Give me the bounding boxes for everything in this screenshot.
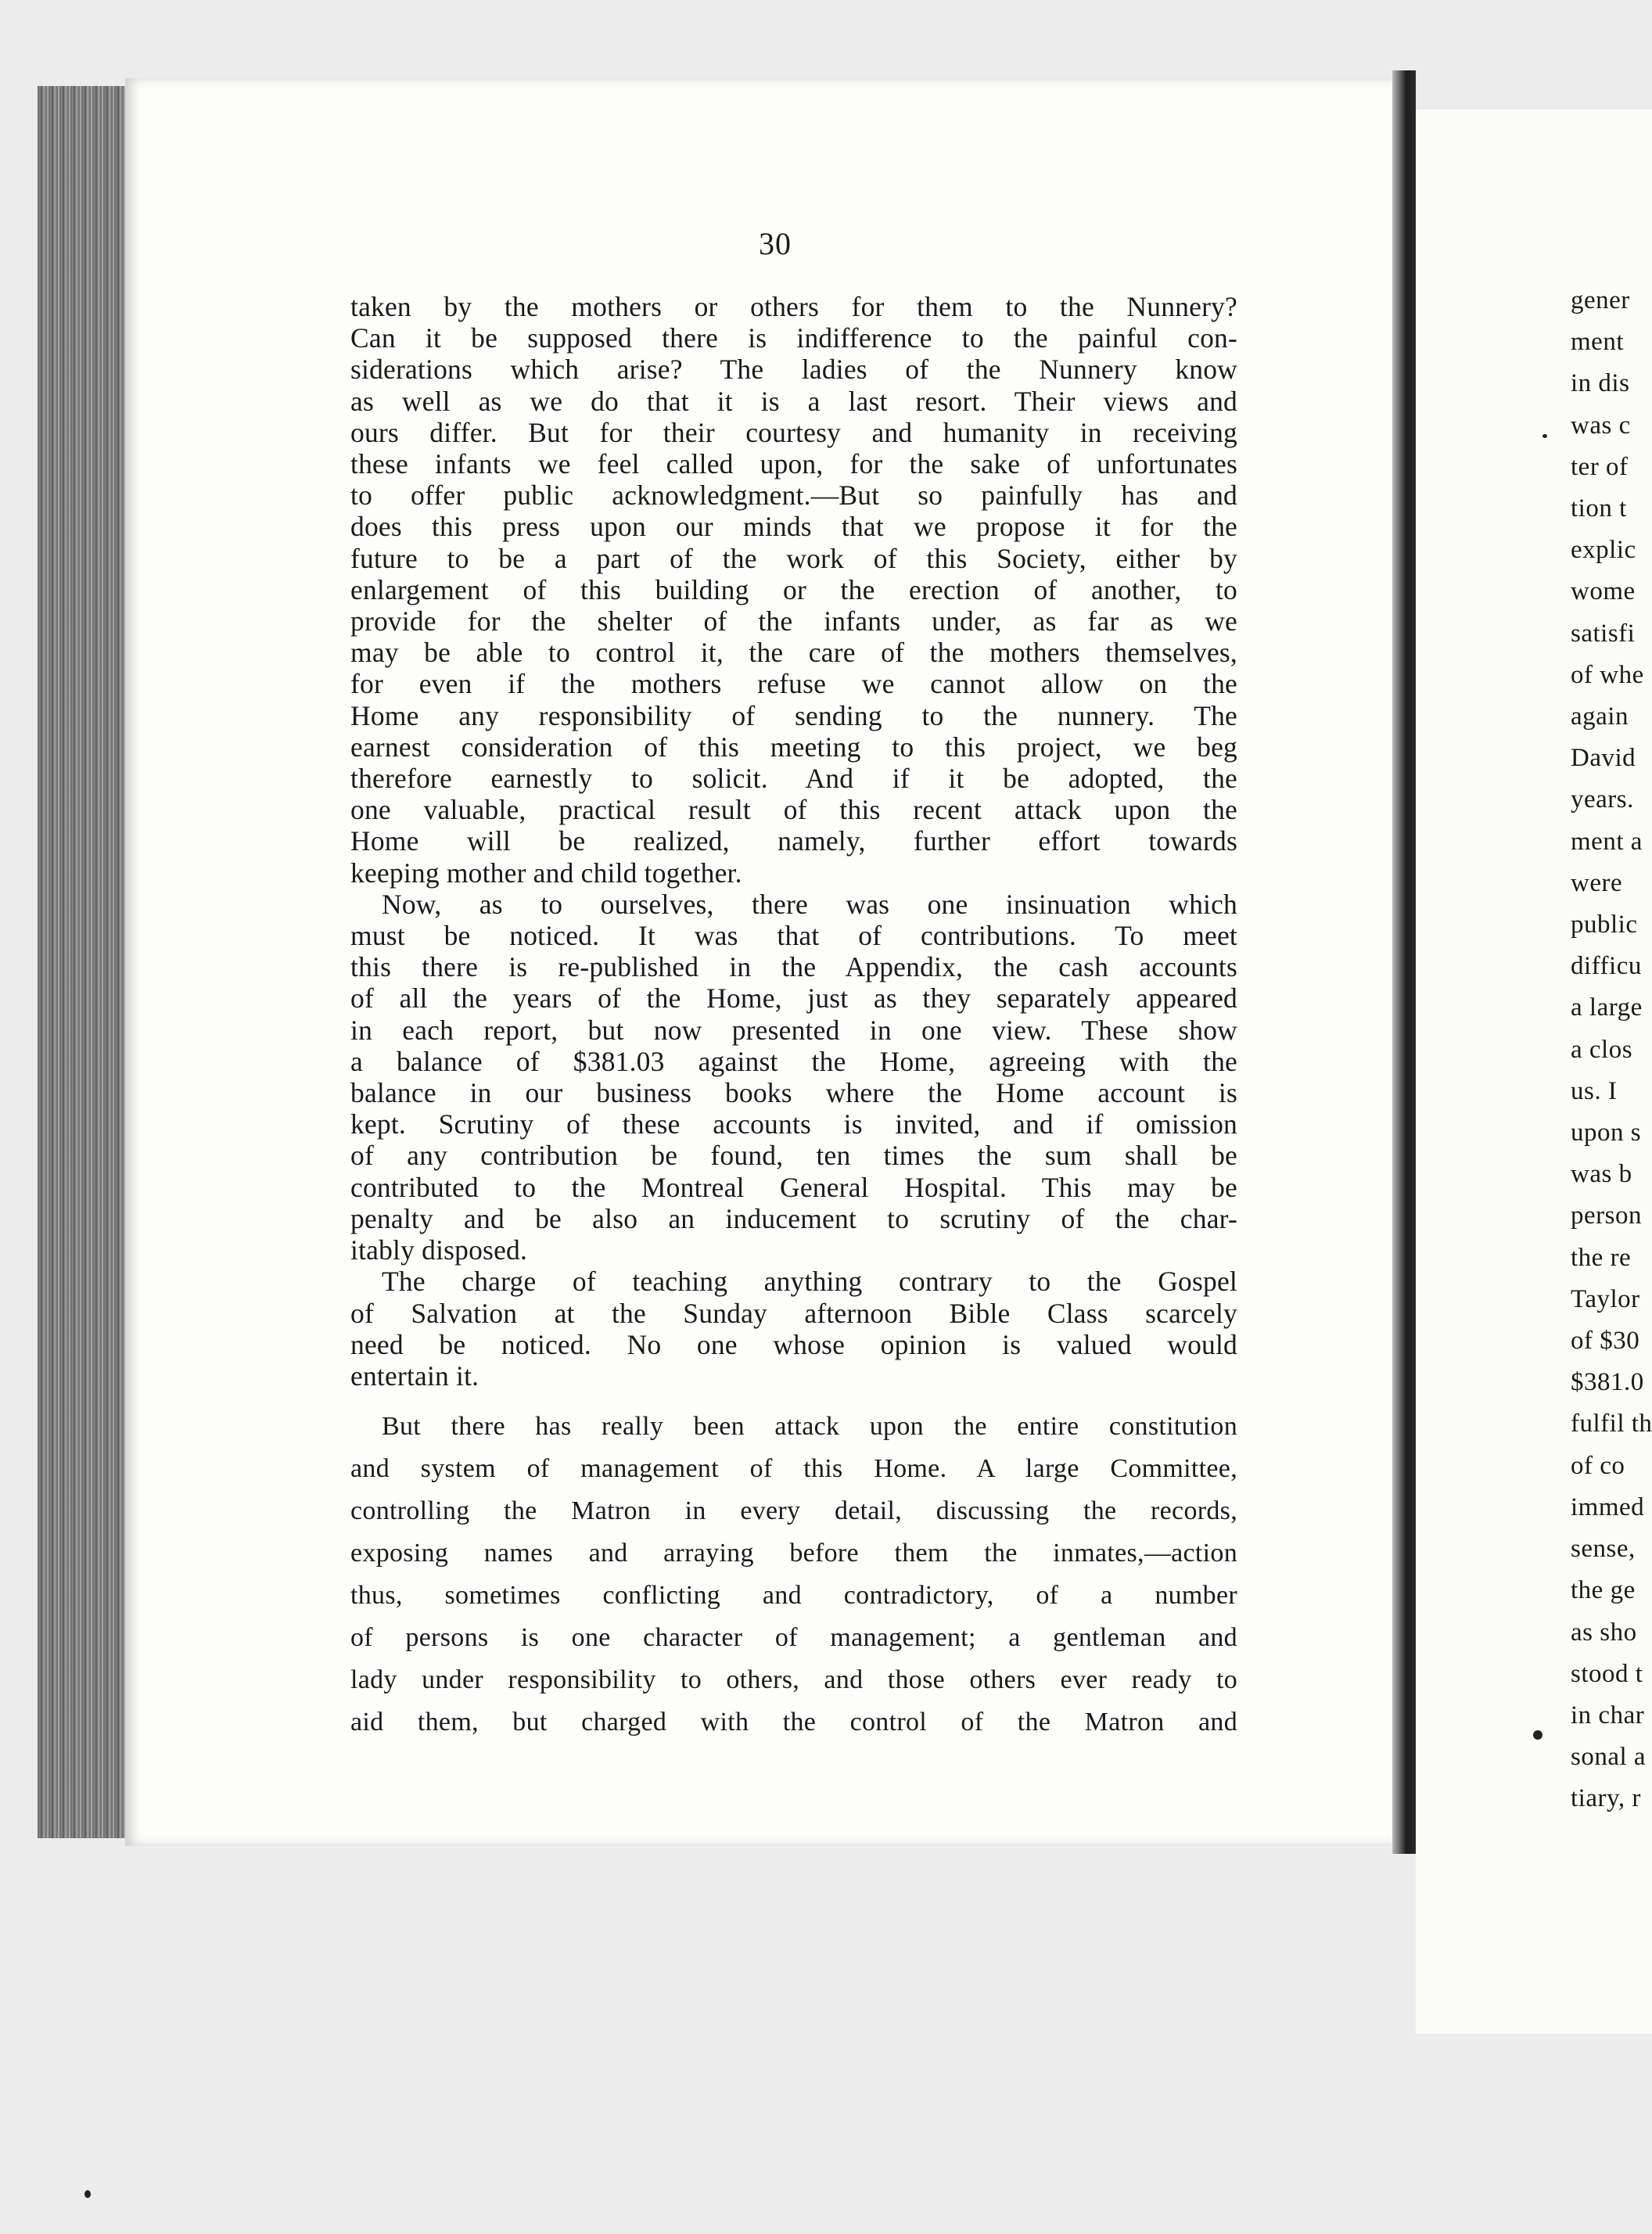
text-line: must be noticed. It was that of contributions. To meet [350, 920, 1237, 952]
text-line: Now, as to ourselves, there was one insinuation which [382, 888, 1237, 920]
page-number: 30 [759, 226, 792, 261]
text-line: ours differ. But for their courtesy and humanity in receiving [350, 416, 1237, 448]
facing-page-line: tiary, r [1571, 1784, 1641, 1813]
text-line: of all the years of the Home, just as they separately appeared [350, 982, 1237, 1015]
book-gutter [1392, 70, 1416, 1854]
text-line: Can it be supposed there is indifference to the painful con- [350, 322, 1237, 354]
facing-page-line: a clos [1571, 1035, 1633, 1064]
text-line: balance in our business books where the Home account is [350, 1077, 1237, 1109]
facing-page-line: as sho [1571, 1618, 1637, 1647]
facing-page-line: $381.0 [1571, 1368, 1644, 1397]
text-line: these infants we feel called upon, for the sake of unfortunates [350, 448, 1237, 480]
facing-page-line: of $30 [1571, 1327, 1640, 1356]
text-line: in each report, but now presented in one view. These show [350, 1014, 1237, 1046]
facing-page-line: immed [1571, 1492, 1645, 1521]
facing-page-text [1571, 110, 1652, 1820]
text-line: to offer public acknowledgment.—But so painfully has and [350, 479, 1237, 512]
text-line: one valuable, practical result of this recent attack upon the [350, 794, 1237, 826]
text-line: lady under responsibility to others, and those others ever ready to [350, 1665, 1237, 1695]
facing-page-line: of co [1571, 1451, 1625, 1480]
text-line: provide for the shelter of the infants under, as far as we [350, 605, 1237, 638]
facing-page-line: in char [1571, 1701, 1645, 1729]
text-line: as well as we do that it is a last resort. Their views and [350, 385, 1237, 417]
paragraph-gospel-charge [350, 1266, 1237, 1392]
facing-page-line: difficu [1571, 952, 1642, 981]
text-line: Home will be realized, namely, further effort towards [350, 825, 1237, 857]
text-line: siderations which arise? The ladies of the Nunnery know [350, 354, 1237, 386]
text-line: this there is re-published in the Appendix, the cash accounts [350, 951, 1237, 983]
facing-page-line: explic [1571, 536, 1636, 565]
text-line: itably disposed. [350, 1234, 528, 1266]
facing-page-line: satisfi [1571, 619, 1636, 648]
text-line: penalty and be also an inducement to scrutiny of the char- [350, 1202, 1237, 1234]
text-line: enlargement of this building or the erection of another, to [350, 573, 1237, 605]
facing-page-line: years. [1571, 785, 1634, 814]
book-binding-edge [38, 86, 125, 1838]
text-line: thus, sometimes conflicting and contradictory, of a number [350, 1581, 1237, 1611]
paragraph-contributions [350, 889, 1237, 1266]
facing-page-line: a large [1571, 993, 1643, 1022]
paragraph-management [350, 1406, 1237, 1744]
text-line: therefore earnestly to solicit. And if it be adopted, the [350, 763, 1237, 795]
facing-page-line: was b [1571, 1160, 1632, 1189]
page-body-text [350, 291, 1237, 1744]
text-line: of any contribution be found, ten times the sum shall be [350, 1140, 1237, 1172]
facing-page-line: gener [1571, 286, 1630, 314]
facing-page-line: the re [1571, 1243, 1632, 1272]
text-line: keeping mother and child together. [350, 857, 742, 889]
text-line: Home any responsibility of sending to the nunnery. The [350, 699, 1237, 731]
text-line: kept. Scrutiny of these accounts is invited, and if omission [350, 1108, 1237, 1140]
facing-page-line: fulfil th [1571, 1410, 1652, 1438]
text-line: contributed to the Montreal General Hospital. This may be [350, 1171, 1237, 1203]
facing-page-line: was c [1571, 411, 1631, 440]
facing-page-line: public [1571, 910, 1638, 939]
facing-page-line: ment [1571, 328, 1624, 357]
facing-page-line: person [1571, 1201, 1642, 1230]
text-line: a balance of $381.03 against the Home, agreeing with the [350, 1045, 1237, 1077]
facing-page-line: ter of [1571, 452, 1629, 481]
text-line: controlling the Matron in every detail, discussing the records, [350, 1496, 1237, 1526]
text-line: and system of management of this Home. A large Committee, [350, 1454, 1237, 1484]
text-line: But there has really been attack upon the entire constitution [382, 1412, 1237, 1442]
facing-page-line: ment a [1571, 827, 1643, 856]
facing-page-line: the ge [1571, 1576, 1636, 1605]
text-line: for even if the mothers refuse we cannot allow on the [350, 668, 1237, 700]
text-line: may be able to control it, the care of the mothers themselves, [350, 637, 1237, 669]
facing-page-line: David [1571, 744, 1636, 773]
text-line: The charge of teaching anything contrary to the Gospel [382, 1266, 1237, 1298]
text-line: exposing names and arraying before them the inmates,—action [350, 1539, 1237, 1568]
text-line: taken by the mothers or others for them to the Nunnery? [350, 291, 1237, 322]
text-line: future to be a part of the work of this Society, either by [350, 542, 1237, 574]
facing-page [1416, 110, 1652, 2034]
facing-page-line: tion t [1571, 494, 1627, 523]
facing-page-line: stood t [1571, 1659, 1643, 1688]
text-line: of Salvation at the Sunday afternoon Bible Class scarcely [350, 1297, 1237, 1329]
facing-page-line: again [1571, 702, 1629, 731]
text-line: entertain it. [350, 1359, 479, 1392]
scan-speck [1542, 434, 1547, 438]
scan-speck [84, 2190, 91, 2198]
paragraph-nunnery [350, 291, 1237, 889]
facing-page-line: were [1571, 868, 1623, 897]
text-line: does this press upon our minds that we propose it for the [350, 511, 1237, 543]
facing-page-line: sonal a [1571, 1743, 1647, 1772]
facing-page-line: upon s [1571, 1119, 1642, 1148]
facing-page-line: us. I [1571, 1076, 1618, 1105]
facing-page-line: wome [1571, 577, 1636, 606]
facing-page-line: of whe [1571, 660, 1644, 689]
text-line: earnest consideration of this meeting to this project, we beg [350, 731, 1237, 763]
facing-page-line: Taylor [1571, 1284, 1640, 1313]
text-line: need be noticed. No one whose opinion is valued would [350, 1328, 1237, 1360]
scan-speck [1533, 1730, 1542, 1740]
facing-page-line: in dis [1571, 369, 1630, 398]
facing-page-line: sense, [1571, 1535, 1636, 1564]
text-line: of persons is one character of management; a gentleman and [350, 1623, 1237, 1653]
text-line: aid them, but charged with the control of the Matron and [350, 1708, 1237, 1737]
